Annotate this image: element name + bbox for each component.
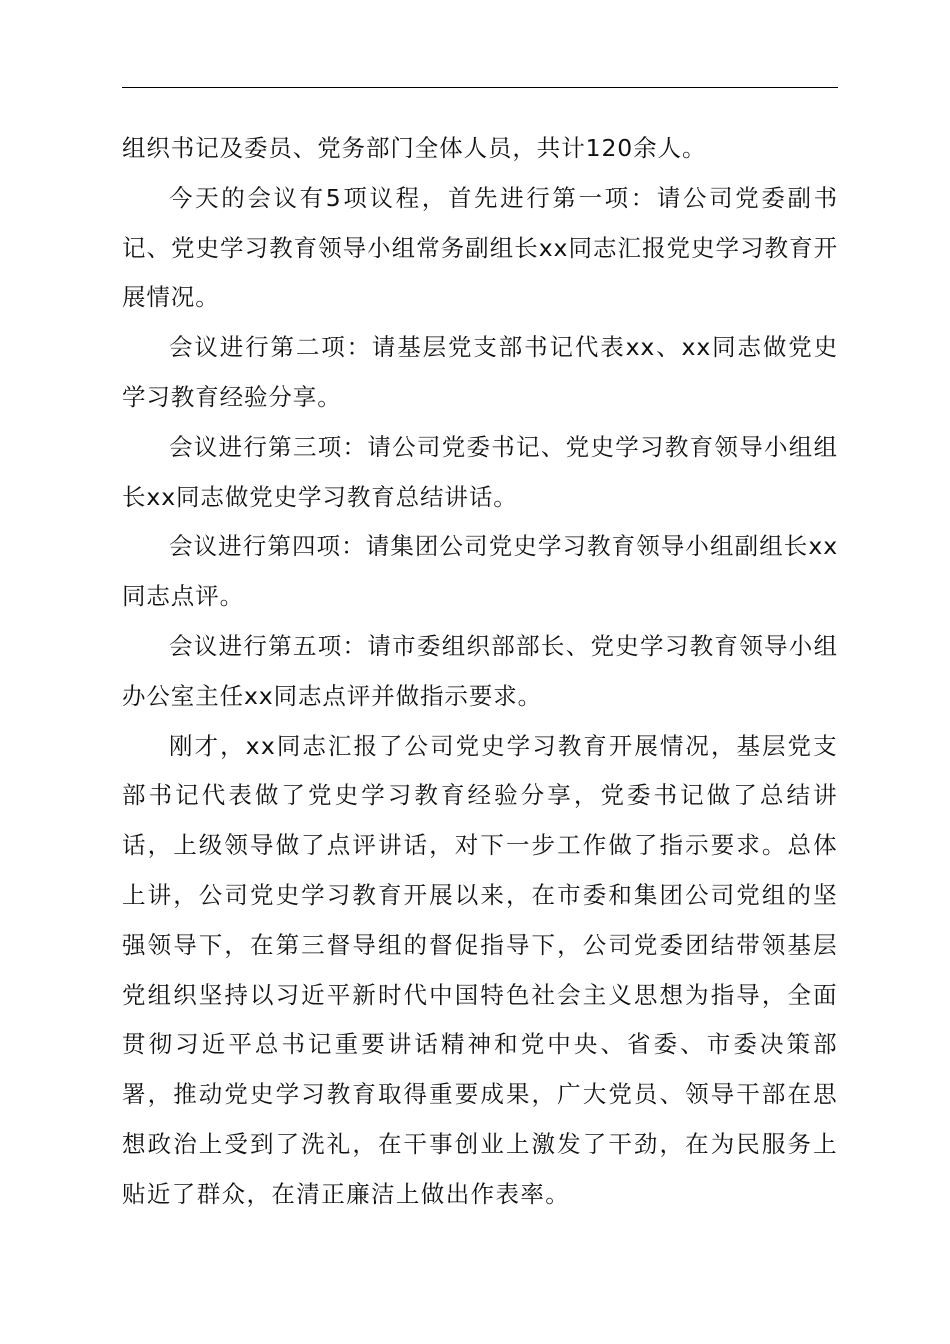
- paragraph-continued: 组织书记及委员、党务部门全体人员，共计120余人。: [122, 134, 707, 162]
- paragraph-agenda-item-4: 会议进行第四项：请集团公司党史学习教育领导小组副组长xx同志点评。: [122, 532, 838, 611]
- paragraph-agenda-item-3: 会议进行第三项：请公司党委书记、党史学习教育领导小组组长xx同志做党史学习教育总结讲话。: [122, 432, 838, 511]
- paragraph-agenda-item-2: 会议进行第二项：请基层党支部书记代表xx、xx同志做党史学习教育经验分享。: [122, 333, 838, 411]
- paragraph-agenda-item-5: 会议进行第五项：请市委组织部部长、党史学习教育领导小组办公室主任xx同志点评并做指示要求。: [122, 631, 838, 710]
- paragraph-summary: 刚才，xx同志汇报了公司党史学习教育开展情况，基层党支部书记代表做了党史学习教育经验分享，党委书记做了总结讲话，上级领导做了点评讲话，对下一步工作做了指示要求。总体上讲，公司党史学习教育开展以来，在市委和集团公司党组的坚强领导下，在第三督导组的督促指导下，公司党委团结带领基层党组织坚持以习近平新时代中国特色社会主义思想为指导，全面贯彻习近平总书记重要讲话精神和党中央、省委、市委决策部署，推动党史学习教育取得重要成果，广大党员、领导干部在思想政治上受到了洗礼，在干事创业上激发了干劲，在为民服务上贴近了群众，在清正廉洁上做出作表率。: [122, 731, 838, 1208]
- paragraph-agenda-intro: 今天的会议有5项议程，首先进行第一项：请公司党委副书记、党史学习教育领导小组常务副组长xx同志汇报党史学习教育开展情况。: [122, 183, 838, 312]
- document-body: [122, 124, 838, 1220]
- header-rule: [122, 87, 838, 88]
